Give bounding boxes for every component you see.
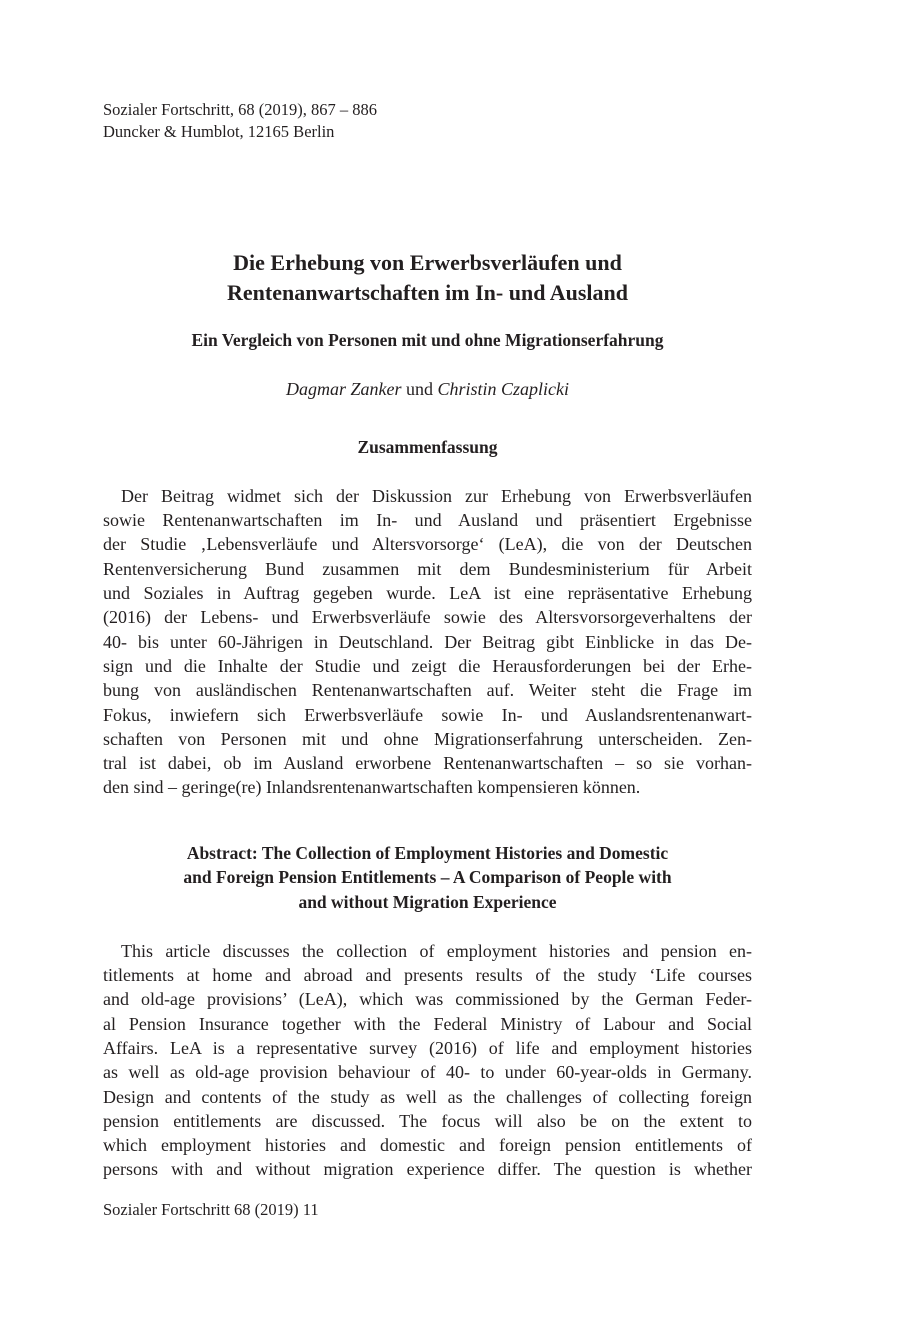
paragraph-line: bung von ausländischen Rentenanwartschaften auf. Weiter steht die Frage im [103, 680, 752, 700]
paragraph-line: This article discusses the collection of employment histories and pension en- [121, 941, 752, 961]
paragraph-line: Der Beitrag widmet sich der Diskussion zur Erhebung von Erwerbsverläufen [121, 486, 752, 506]
article-subtitle: Ein Vergleich von Personen mit und ohne Migrationserfahrung [191, 330, 664, 350]
zusammenfassung-heading: Zusammenfassung [357, 437, 498, 457]
abstract-heading-line: Abstract: The Collection of Employment Histories and Domestic [186, 843, 669, 863]
abstract-heading-line: and without Migration Experience [298, 892, 557, 912]
paragraph-line: tral ist dabei, ob im Ausland erworbene Rentenanwartschaften – so sie vorhan- [103, 753, 752, 773]
paragraph-line: sowie Rentenanwartschaften im In- und Ausland und präsentiert Ergebnisse [103, 510, 752, 530]
paragraph-line: 40- bis unter 60-Jährigen in Deutschland. Der Beitrag gibt Einblicke in das De- [103, 632, 752, 652]
publisher-line: Duncker & Humblot, 12165 Berlin [103, 122, 335, 141]
author-1: Dagmar Zanker [285, 379, 402, 399]
paragraph-line: and old-age provisions’ (LeA), which was commissioned by the German Feder- [103, 989, 752, 1009]
article-title-line-2: Rentenanwartschaften im In- und Ausland [227, 280, 628, 305]
author-line [0, 377, 855, 401]
paragraph-line: Rentenversicherung Bund zusammen mit dem Bundesministerium für Arbeit [103, 559, 752, 579]
paragraph-line: Design and contents of the study as well as the challenges of collecting foreign [103, 1087, 752, 1107]
abstract-heading-line: and Foreign Pension Entitlements – A Comparison of People with [183, 867, 672, 887]
paragraph-line: sign und die Inhalte der Studie und zeigt die Herausforderungen bei der Erhe- [103, 656, 752, 676]
paragraph-line: Fokus, inwiefern sich Erwerbsverläufe sowie In- und Auslandsrentenanwart- [103, 705, 752, 725]
journal-citation: Sozialer Fortschritt, 68 (2019), 867 – 886 [103, 100, 378, 119]
paragraph-line: persons with and without migration experience differ. The question is whether [103, 1159, 752, 1179]
author-connector: und [401, 379, 438, 399]
paragraph-line: (2016) der Lebens- und Erwerbsverläufe sowie des Altersvorsorgeverhaltens der [103, 607, 752, 627]
paragraph-line: pension entitlements are discussed. The focus will also be on the extent to [103, 1111, 752, 1131]
author-2: Christin Czaplicki [437, 379, 569, 399]
paragraph-line: schaften von Personen mit und ohne Migrationserfahrung unterscheiden. Zen- [103, 729, 752, 749]
paragraph-line: titlements at home and abroad and presents results of the study ‘Life courses [103, 965, 752, 985]
paragraph-line: der Studie ‚Lebensverläufe und Altersvorsorge‘ (LeA), die von der Deutschen [103, 534, 752, 554]
paragraph-line: as well as old-age provision behaviour of 40- to under 60-year-olds in Germany. [103, 1062, 752, 1082]
paragraph-line: Affairs. LeA is a representative survey (2016) of life and employment histories [103, 1038, 752, 1058]
paragraph-line: den sind – geringe(re) Inlandsrentenanwartschaften kompensieren können. [103, 777, 641, 797]
paragraph-line: und Soziales in Auftrag gegeben wurde. LeA ist eine repräsentative Erhebung [103, 583, 752, 603]
page-footer: Sozialer Fortschritt 68 (2019) 11 [103, 1200, 319, 1219]
article-title-line-1: Die Erhebung von Erwerbsverläufen und [233, 250, 622, 275]
paragraph-line: which employment histories and domestic and foreign pension entitlements of [103, 1135, 752, 1155]
paragraph-line: al Pension Insurance together with the Federal Ministry of Labour and Social [103, 1014, 752, 1034]
